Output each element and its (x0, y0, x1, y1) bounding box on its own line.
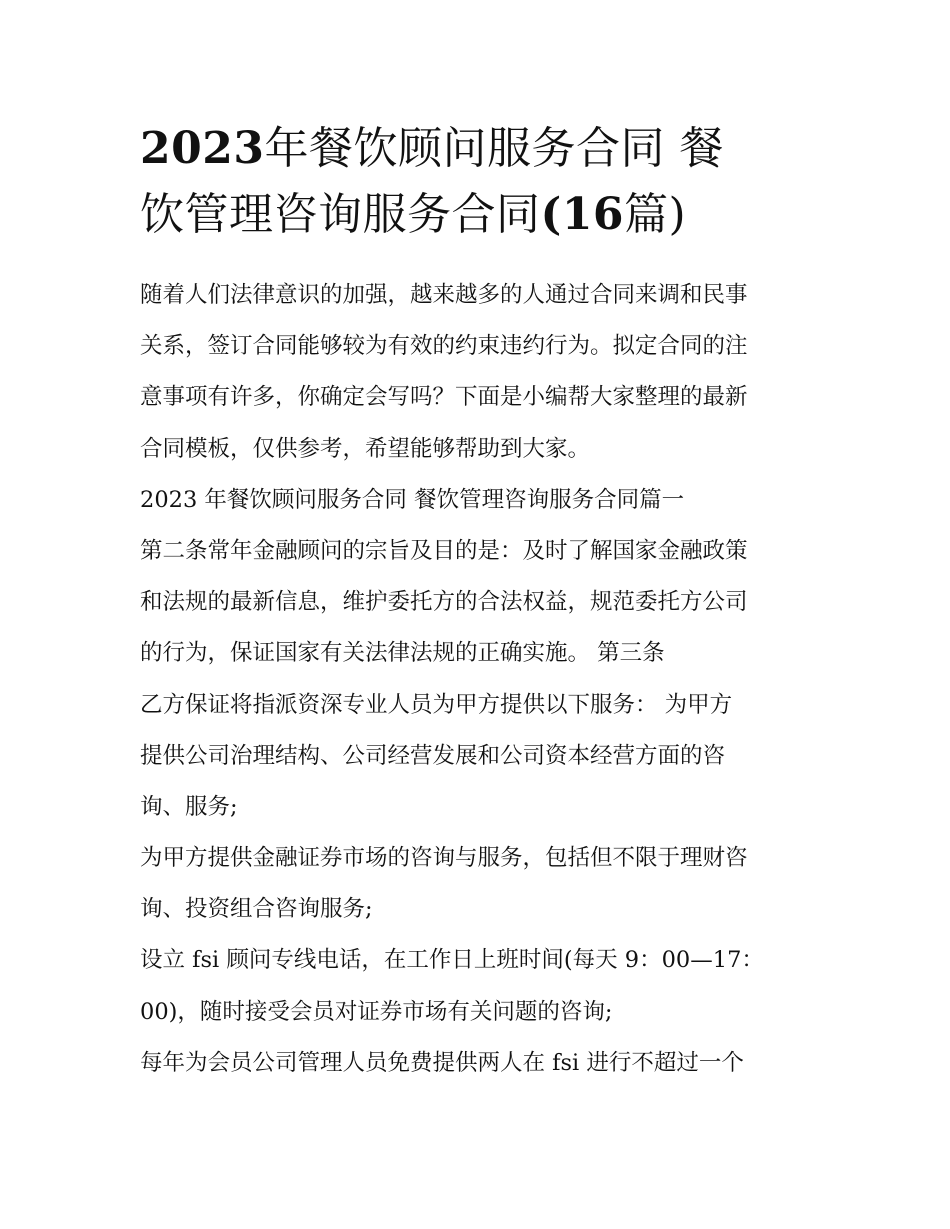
title-year: 2023 (140, 123, 265, 174)
text-line: 每年为会员公司管理人员免费提供两人在 fsi 进行不超过一个 (140, 1049, 744, 1076)
text-line: 意事项有许多，你确定会写吗？下面是小编帮大家整理的最新 (140, 384, 748, 411)
title-line-2-text: 饮管理咨询服务合同 (140, 189, 541, 240)
document-title (140, 116, 820, 248)
text-line: 第二条常年金融顾问的宗旨及目的是：及时了解国家金融政策 (140, 537, 748, 564)
text-line: 询、服务; (140, 793, 238, 820)
text-line: 提供公司治理结构、公司经营发展和公司资本经营方面的咨 (140, 742, 726, 769)
text-line: 随着人们法律意识的加强，越来越多的人通过合同来调和民事 (140, 282, 748, 308)
text-line: 合同模板，仅供参考，希望能够帮助到大家。 (140, 435, 591, 462)
text-line: 2023 年餐饮顾问服务合同 餐饮管理咨询服务合同篇一 (140, 486, 685, 513)
text-line: 和法规的最新信息，维护委托方的合法权益，规范委托方公司 (140, 589, 748, 616)
title-count: (16 (540, 189, 625, 240)
text-line: 00)，随时接受会员对证券市场有关问题的咨询; (140, 998, 613, 1025)
title-line-2-tail: 篇) (624, 189, 687, 240)
document-body (140, 270, 820, 1089)
text-line: 乙方保证将指派资深专业人员为甲方提供以下服务： 为甲方 (140, 691, 733, 718)
text-line: 询、投资组合咨询服务; (140, 896, 373, 923)
document-content (140, 116, 820, 1089)
title-line-1-text: 年餐饮顾问服务合同 餐 (264, 123, 724, 174)
title-line-1 (140, 116, 820, 182)
text-line: 的行为，保证国家有关法律法规的正确实施。 第三条 (140, 640, 665, 667)
text-line: 设立 fsi 顾问专线电话，在工作日上班时间(每天 9：00—17： (140, 947, 764, 974)
title-line-2 (140, 182, 820, 248)
text-line: 关系，签订合同能够较为有效的约束违约行为。拟定合同的注 (140, 333, 748, 360)
text-line: 为甲方提供金融证券市场的咨询与服务，包括但不限于理财咨 (140, 845, 748, 872)
